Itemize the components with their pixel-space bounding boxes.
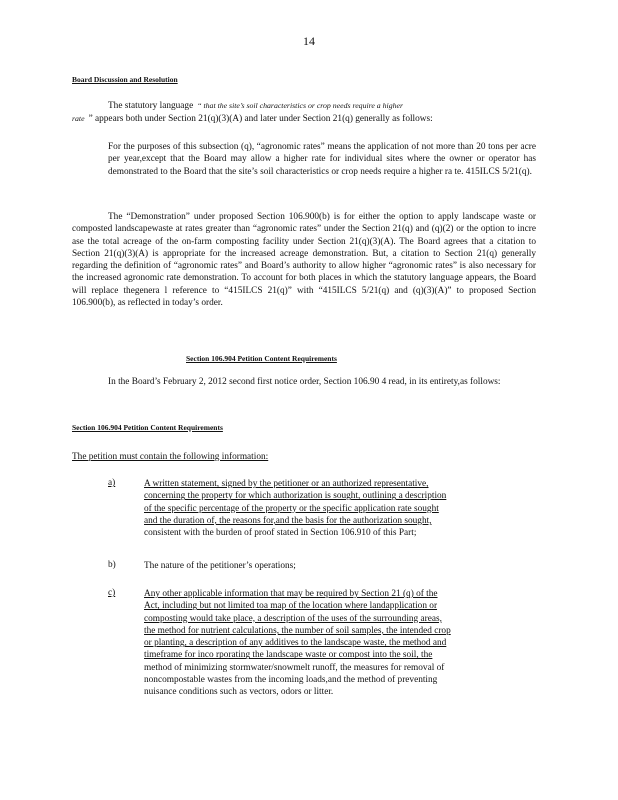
item-c-line: or planting, a description of any additives to the landscape waste, the method and (144, 638, 447, 649)
item-c-line: nuisance conditions such as vectors, odors or litter. (144, 687, 334, 698)
item-a-line: consistent with the burden of proof stated in Section 106.910 of this Part; (144, 528, 417, 539)
paragraph-1-line-2 (72, 113, 433, 125)
statutory-quote-italic: “ that the site’s soil characteristics or crop needs require a higher (197, 101, 404, 110)
statutory-block-quote: For the purposes of this subsection (q), “agronomic rates” means the application of not more than 20 tons per acre per year,except that the Board may allow a higher rate for individual sites where the owner or operator has demonstrated to the Board that the site’s soil characteristics or crop needs require a higher ra te. 415ILCS 5/21(q). (108, 142, 536, 177)
item-c-line: noncompostable wastes from the incoming loads,and the method of preventing (144, 675, 438, 686)
item-c-line: Act, including but not limited toa map of the location where landapplication or (144, 601, 438, 612)
item-c-line: composting would take place, a description of the uses of the surrounding areas, (144, 613, 442, 624)
item-c-text (144, 588, 536, 699)
item-b-line: The nature of the petitioner’s operations; (144, 561, 296, 571)
paragraph-february-order: In the Board’s February 2, 2012 second first notice order, Section 106.90 4 read, in its entirety,as follows: (108, 377, 501, 387)
item-c-label: c) (108, 588, 116, 598)
paragraph-1-line-1 (108, 100, 403, 112)
petition-intro-line: The petition must contain the following information: (72, 452, 269, 462)
item-a-text (144, 478, 536, 539)
paragraph-1-rest: ” appears both under Section 21(q)(3)(A) and later under Section 21(q) generally as follows: (88, 114, 433, 124)
section-heading-106-904: Section 106.904 Petition Content Requirements (186, 354, 337, 363)
item-a-line: and the duration of, the reasons for,and the basis for the authorization sought, (144, 515, 432, 526)
item-c-line: timeframe for inco rporating the landscape waste or compost into the soil, the (144, 650, 433, 661)
section-heading-106-904-quoted: Section 106.904 Petition Content Requirements (72, 423, 223, 432)
item-b-label: b) (108, 560, 116, 570)
item-a-label: a) (108, 478, 116, 488)
paragraph-demonstration: The “Demonstration” under proposed Section 106.900(b) is for either the option to apply landscape waste or composted landscapewaste at rates greater than “agronomic rates” under the Section 21(q) and (q)(2) or the option to incre ase the total acreage of the on-farm composting facility under Section 21(q)(3)(A). The Board agrees that a citation to Section 21(q)(3)(A) is appropriate for the increased acreage demonstration. But, a citation to Section 21(q) generally regarding the definition of “agronomic rates” and Board’s authority to allow higher “agronomic rates” is also necessary for the increased agronomic rate demonstration. To account for both places in which the statutory language appears, the Board will replace thegenera l reference to “415ILCS 21(q)” with “415ILCS 5/21(q) and (q)(3)(A)” to proposed Section 106.900(b), as reflected in today’s order. (72, 212, 536, 309)
page-number: 14 (303, 34, 315, 48)
statutory-quote-end: rate (72, 114, 85, 123)
item-a-line: of the specific percentage of the property or the specific application rate sought (144, 503, 439, 514)
item-a-line: concerning the property for which authorization is sought, outlining a description (144, 491, 447, 502)
item-c-line: Any other applicable information that may be required by Section 21 (q) of the (144, 589, 438, 599)
item-c-line: the method for nutrient calculations, the number of soil samples, the intended crop (144, 625, 451, 636)
paragraph-1-lead: The statutory language (108, 101, 194, 111)
item-b-text (144, 560, 536, 572)
section-heading-board-discussion: Board Discussion and Resolution (72, 75, 178, 84)
item-a-line: A written statement, signed by the petitioner or an authorized representative, (144, 479, 429, 489)
item-c-line: method of minimizing stormwater/snowmelt runoff, the measures for removal of (144, 662, 445, 673)
